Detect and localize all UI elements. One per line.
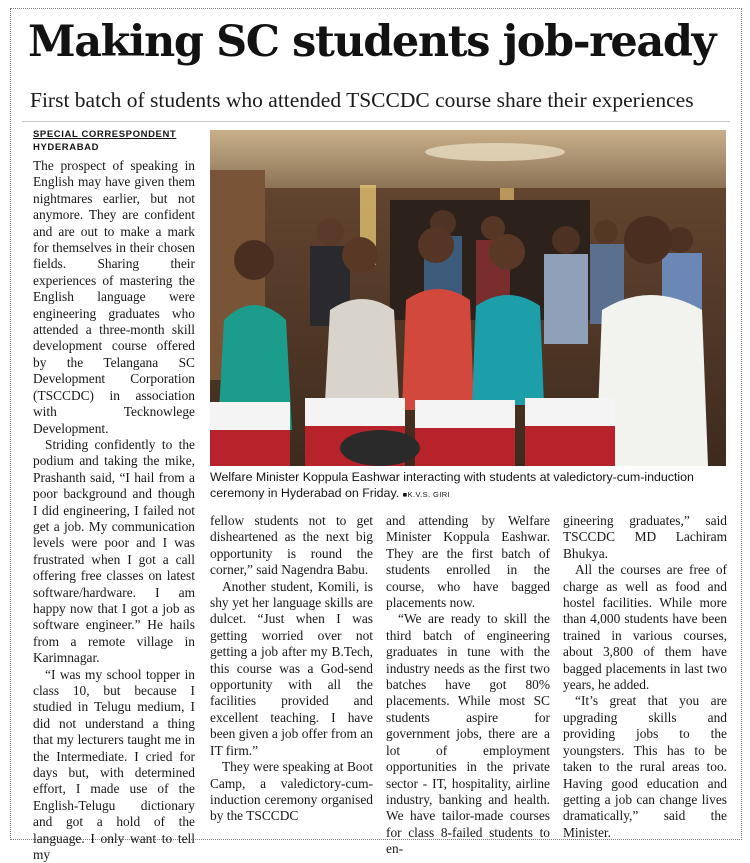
paragraph: “We are ready to skill the third batch of engineering graduates in tune with the industry needs as the first two batches have got 80% placements. While most SC students aspire for government jobs, there are a lot of employment opportunities in the private sector - IT, hospitality, airline industry, banking and health. We have tailor-made courses for class 8-failed students to en- [386, 611, 550, 857]
paragraph: “I was my school topper in class 10, but because I studied in Telugu medium, I did not understand a thing that my lecturers taught me in the Intermediate. I cried for days but, with determined effort, I made use of the English-Telugu dictionary and got a hold of the language. I only want to tell my [33, 666, 195, 863]
headline: Making SC students job-ready [28, 17, 716, 67]
body-column-4 [563, 513, 727, 841]
photo-credit-text: K.V.S. GIRI [407, 490, 451, 499]
byline: SPECIAL CORRESPONDENT [33, 129, 177, 140]
news-photo-illustration [210, 130, 726, 466]
paragraph: All the courses are free of charge as well as food and hostel facilities. While more than 4,000 students have been trained in various courses, about 3,800 of them have bagged placements in last two years, he added. [563, 562, 727, 693]
caption-text: Welfare Minister Koppula Eashwar interacting with students at valedictory-cum-induction ceremony in Hyderabad on Friday. [210, 470, 694, 500]
dateline: HYDERABAD [33, 142, 100, 153]
body-column-3 [386, 513, 550, 858]
paragraph: gineering graduates,” said TSCCDC MD Lachiram Bhukya. [563, 513, 727, 561]
paragraph: The prospect of speaking in English may have given them nightmares earlier, but not anymore. They are confident and are out to make a mark for themselves in their chosen fields. Sharing their experiences of mastering the English language were engineering graduates who attended a three-month skill development course offered by the Telangana SC Development Corporation (TSCCDC) in association with Tecknowlege Development. [33, 158, 195, 436]
paragraph: and attending by Welfare Minister Koppula Eashwar. They are the first batch of students enrolled in the course, who have bagged placements now. [386, 513, 550, 611]
paragraph: They were speaking at Boot Camp, a valedictory-cum-induction ceremony organised by the TSCCDC [210, 759, 373, 824]
body-column-1 [33, 158, 195, 863]
paragraph: Striding confidently to the podium and taking the mike, Prashanth said, “I hail from a poor background and though I did engineering, I failed not get a job. My communication levels were poor and I was frustrated when I got a call offering free classes on latest software/hardware. I am happy now that I got a job as software engineer.” He hails from a remote village in Karimnagar. [33, 436, 195, 666]
paragraph: “It’s great that you are upgrading skills and providing jobs to the youngsters. This has to be taken to the rural areas too. Having good education and getting a job can change lives dramatically,” said the Minister. [563, 693, 727, 840]
divider [22, 121, 730, 122]
paragraph: Another student, Komili, is shy yet her language skills are dulcet. “Just when I was getting worried over not getting a job after my B.Tech, this course was a God-send opportunity with all the facilities provided and excellent teaching. I have been given a job offer from an IT firm.” [210, 578, 373, 758]
byline-block [33, 128, 176, 154]
news-photo [210, 130, 726, 466]
body-column-2 [210, 513, 373, 825]
subheadline: First batch of students who attended TSCCDC course share their experiences [30, 88, 694, 112]
photo-credit: ■K.V.S. GIRI [402, 490, 451, 499]
photo-caption [210, 469, 726, 503]
paragraph: fellow students not to get disheartened as the next big opportunity is round the corner,” said Nagendra Babu. [210, 513, 373, 578]
